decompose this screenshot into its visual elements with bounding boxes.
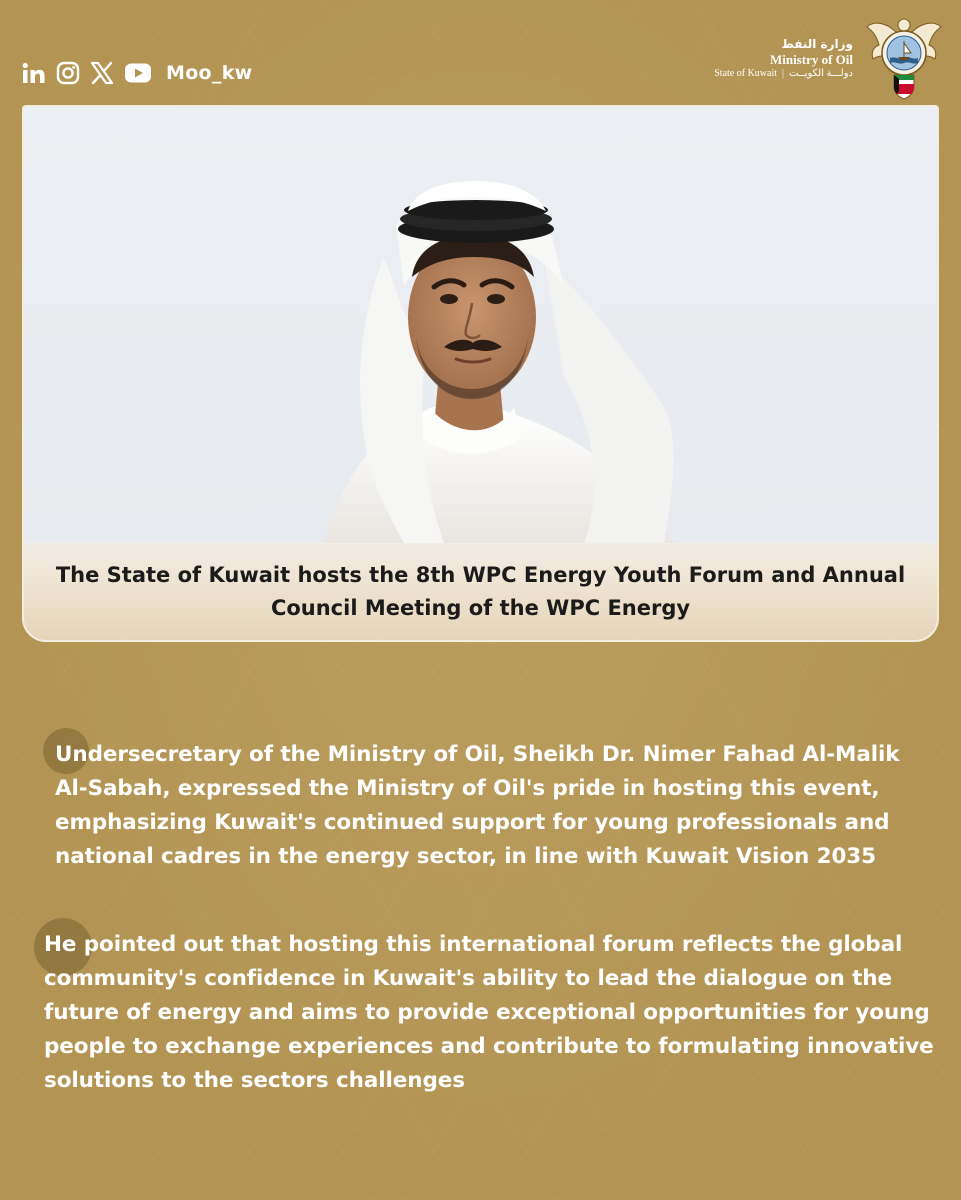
brand-subtitle xyxy=(714,68,853,81)
ministry-name-en: Ministry of Oil xyxy=(769,52,853,68)
news-card xyxy=(22,105,939,642)
headline: The State of Kuwait hosts the 8th WPC Energy Youth Forum and Annual Council Meeting of the WPC Energy xyxy=(55,562,906,620)
portrait-photo xyxy=(24,107,937,543)
headline-caption xyxy=(24,543,937,640)
linkedin-icon[interactable] xyxy=(22,60,46,86)
ministry-name-ar: وزارة النفط xyxy=(781,37,853,52)
divider: | xyxy=(782,68,785,80)
paragraph: He pointed out that hosting this international forum reflects the global community's confidence in Kuwait's ability to lead the dialogue on the future of energy and aims to provide exceptional opportunities for young people to exchange experiences and contribute to formulating innovative solutions to the sectors challenges xyxy=(44,932,934,1093)
brand-text xyxy=(714,37,853,81)
kuwait-emblem-icon xyxy=(865,13,943,105)
social-links xyxy=(22,58,253,88)
social-handle[interactable]: Moo_kw xyxy=(166,62,253,84)
x-icon[interactable] xyxy=(90,60,114,86)
country-name-en: State of Kuwait xyxy=(714,68,778,80)
instagram-icon[interactable] xyxy=(56,60,80,86)
country-name-ar: دولـــة الكويــت xyxy=(789,68,853,80)
youtube-icon[interactable] xyxy=(124,60,152,86)
ministry-brand xyxy=(714,14,943,104)
paragraph: Undersecretary of the Ministry of Oil, Sheikh Dr. Nimer Fahad Al-Malik Al-Sabah, expressed the Ministry of Oil's pride in hosting this event, emphasizing Kuwait's continued support for young professionals and national cadres in the energy sector, in line with Kuwait Vision 2035 xyxy=(55,742,900,869)
